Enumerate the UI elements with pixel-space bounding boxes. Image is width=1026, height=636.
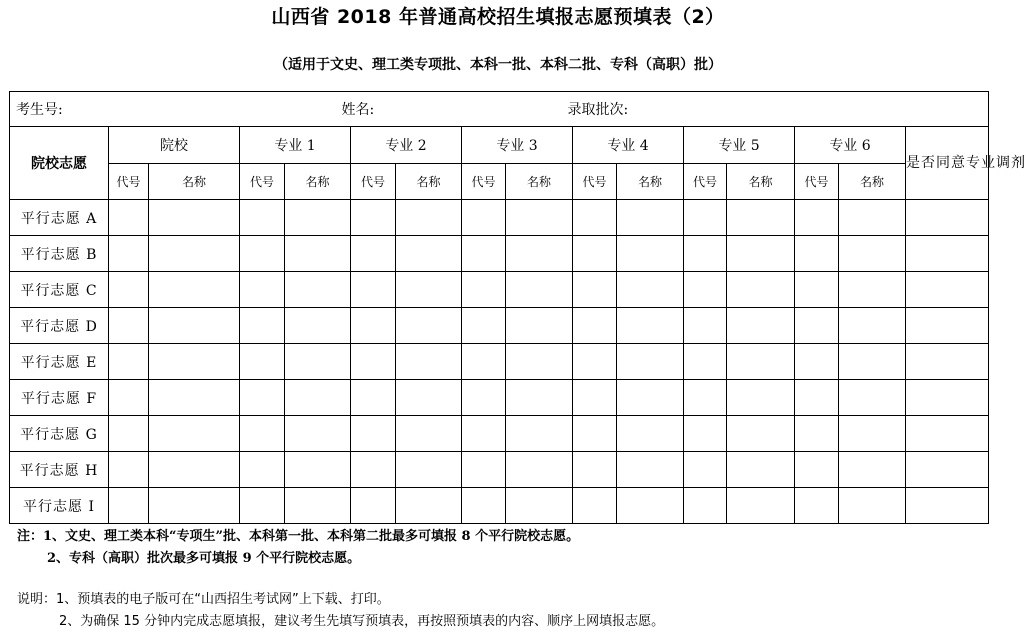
name-cell[interactable] (396, 380, 462, 416)
name-cell[interactable] (506, 344, 573, 380)
code-cell[interactable] (351, 452, 396, 488)
name-cell[interactable] (617, 200, 684, 236)
note-line-2: 2、专科（高职）批次最多可填报 9 个平行院校志愿。 (47, 551, 361, 566)
name-cell[interactable] (149, 380, 240, 416)
preference-row-label: 平行志愿 I (10, 488, 109, 524)
name-cell[interactable] (149, 488, 240, 524)
code-cell[interactable] (462, 272, 506, 308)
name-cell[interactable] (149, 308, 240, 344)
name-cell[interactable] (506, 308, 573, 344)
code-cell[interactable] (109, 416, 149, 452)
code-subheader: 代号 (684, 164, 727, 200)
adjustment-cell[interactable] (906, 416, 989, 452)
name-cell[interactable] (617, 272, 684, 308)
document-title: 山西省 2018 年普通高校招生填报志愿预填表（2） (271, 6, 725, 28)
name-cell[interactable] (617, 308, 684, 344)
code-cell[interactable] (240, 488, 285, 524)
name-cell[interactable] (839, 380, 906, 416)
major-5-header: 专业 5 (684, 127, 795, 164)
code-subheader: 代号 (240, 164, 285, 200)
preference-row (10, 308, 989, 344)
name-cell[interactable] (396, 452, 462, 488)
name-cell[interactable] (396, 308, 462, 344)
adjustment-cell[interactable] (906, 272, 989, 308)
code-cell[interactable] (240, 344, 285, 380)
name-cell[interactable] (285, 344, 351, 380)
name-cell[interactable] (506, 416, 573, 452)
name-cell[interactable] (506, 236, 573, 272)
preference-row-label: 平行志愿 D (10, 308, 109, 344)
code-cell[interactable] (351, 272, 396, 308)
name-cell[interactable] (839, 344, 906, 380)
name-cell[interactable] (149, 272, 240, 308)
major-3-header: 专业 3 (462, 127, 573, 164)
name-cell[interactable] (396, 272, 462, 308)
code-cell[interactable] (462, 452, 506, 488)
name-cell[interactable] (727, 488, 795, 524)
name-cell[interactable] (839, 236, 906, 272)
code-cell[interactable] (795, 416, 839, 452)
code-cell[interactable] (573, 200, 617, 236)
name-subheader: 名称 (506, 164, 573, 200)
school-header: 院校 (109, 127, 240, 164)
code-cell[interactable] (240, 272, 285, 308)
name-cell[interactable] (727, 236, 795, 272)
code-cell[interactable] (109, 488, 149, 524)
adjustment-cell[interactable] (906, 452, 989, 488)
explain-line-1: 说明：1、预填表的电子版可在“山西招生考试网”上下载、打印。 (17, 592, 390, 607)
name-cell[interactable] (285, 308, 351, 344)
code-cell[interactable] (684, 200, 727, 236)
code-cell[interactable] (573, 416, 617, 452)
code-cell[interactable] (795, 200, 839, 236)
preference-row-label: 平行志愿 F (10, 380, 109, 416)
name-cell[interactable] (396, 236, 462, 272)
name-subheader: 名称 (617, 164, 684, 200)
notes (17, 526, 579, 570)
code-cell[interactable] (573, 272, 617, 308)
name-cell[interactable] (839, 200, 906, 236)
admission-batch-label: 录取批次: (567, 101, 629, 118)
preference-row (10, 200, 989, 236)
code-cell[interactable] (351, 380, 396, 416)
name-cell[interactable] (839, 452, 906, 488)
document-subtitle: （适用于文史、理工类专项批、本科一批、本科二批、专科（高职）批） (274, 57, 722, 73)
code-cell[interactable] (795, 380, 839, 416)
code-cell[interactable] (684, 344, 727, 380)
code-cell[interactable] (684, 380, 727, 416)
name-subheader: 名称 (727, 164, 795, 200)
explain-line-2: 2、为确保 15 分钟内完成志愿填报，建议考生先填写预填表，再按照预填表的内容、顺序上网填报志愿。 (59, 614, 665, 629)
name-cell[interactable] (396, 416, 462, 452)
code-subheader: 代号 (573, 164, 617, 200)
code-cell[interactable] (240, 200, 285, 236)
code-cell[interactable] (240, 452, 285, 488)
name-cell[interactable] (839, 416, 906, 452)
preference-row-label: 平行志愿 C (10, 272, 109, 308)
code-cell[interactable] (462, 200, 506, 236)
explanation (17, 589, 664, 633)
adjustment-cell[interactable] (906, 308, 989, 344)
name-cell[interactable] (506, 452, 573, 488)
code-cell[interactable] (684, 272, 727, 308)
name-cell[interactable] (149, 416, 240, 452)
name-cell[interactable] (839, 308, 906, 344)
adjustment-cell[interactable] (906, 200, 989, 236)
name-cell[interactable] (839, 488, 906, 524)
name-cell[interactable] (149, 200, 240, 236)
name-cell[interactable] (506, 380, 573, 416)
code-cell[interactable] (795, 236, 839, 272)
preference-row (10, 380, 989, 416)
code-subheader: 代号 (795, 164, 839, 200)
preference-form-table (9, 91, 1026, 524)
name-cell[interactable] (617, 236, 684, 272)
code-subheader: 代号 (109, 164, 149, 200)
code-cell[interactable] (795, 344, 839, 380)
code-cell[interactable] (462, 380, 506, 416)
major-4-header: 专业 4 (573, 127, 684, 164)
code-cell[interactable] (573, 380, 617, 416)
code-cell[interactable] (351, 236, 396, 272)
name-cell[interactable] (506, 272, 573, 308)
name-cell[interactable] (839, 272, 906, 308)
code-cell[interactable] (240, 236, 285, 272)
name-cell[interactable] (727, 344, 795, 380)
code-cell[interactable] (795, 308, 839, 344)
code-cell[interactable] (573, 236, 617, 272)
preference-row-label: 平行志愿 A (10, 200, 109, 236)
name-cell[interactable] (149, 236, 240, 272)
name-cell[interactable] (617, 452, 684, 488)
name-cell[interactable] (396, 200, 462, 236)
header-row-2 (10, 164, 989, 200)
code-cell[interactable] (240, 416, 285, 452)
code-cell[interactable] (109, 308, 149, 344)
code-cell[interactable] (109, 272, 149, 308)
name-cell[interactable] (617, 416, 684, 452)
code-cell[interactable] (109, 380, 149, 416)
code-cell[interactable] (351, 488, 396, 524)
code-cell[interactable] (573, 308, 617, 344)
candidate-info-row (10, 92, 989, 127)
code-cell[interactable] (684, 488, 727, 524)
code-cell[interactable] (109, 200, 149, 236)
major-2-header: 专业 2 (351, 127, 462, 164)
name-cell[interactable] (149, 452, 240, 488)
code-cell[interactable] (684, 236, 727, 272)
name-cell[interactable] (149, 344, 240, 380)
preference-row-label: 平行志愿 H (10, 452, 109, 488)
preference-row (10, 236, 989, 272)
exam-number-label: 考生号: (16, 102, 63, 118)
preference-row (10, 272, 989, 308)
adjustment-cell[interactable] (906, 380, 989, 416)
name-cell[interactable] (617, 488, 684, 524)
code-cell[interactable] (109, 452, 149, 488)
code-cell[interactable] (109, 344, 149, 380)
preference-row-label: 平行志愿 G (10, 416, 109, 452)
header-row-1 (10, 127, 989, 164)
code-cell[interactable] (573, 488, 617, 524)
code-cell[interactable] (684, 308, 727, 344)
preference-row-label: 平行志愿 B (10, 236, 109, 272)
name-cell[interactable] (727, 200, 795, 236)
name-subheader: 名称 (396, 164, 462, 200)
row-label-header: 院校志愿 (10, 127, 109, 200)
code-cell[interactable] (240, 380, 285, 416)
note-line-1: 注：1、文史、理工类本科“专项生”批、本科第一批、本科第二批最多可填报 8 个平行院校志愿。 (17, 529, 580, 544)
name-cell[interactable] (285, 416, 351, 452)
code-cell[interactable] (684, 452, 727, 488)
name-cell[interactable] (727, 452, 795, 488)
code-cell[interactable] (462, 308, 506, 344)
name-cell[interactable] (285, 488, 351, 524)
code-cell[interactable] (351, 344, 396, 380)
candidate-name-label: 姓名: (341, 101, 375, 118)
name-cell[interactable] (617, 380, 684, 416)
code-subheader: 代号 (462, 164, 506, 200)
name-cell[interactable] (727, 308, 795, 344)
name-cell[interactable] (285, 452, 351, 488)
name-cell[interactable] (506, 488, 573, 524)
preference-row (10, 488, 989, 524)
code-cell[interactable] (795, 488, 839, 524)
preference-row (10, 452, 989, 488)
code-cell[interactable] (109, 236, 149, 272)
code-cell[interactable] (573, 452, 617, 488)
name-cell[interactable] (727, 416, 795, 452)
name-subheader: 名称 (839, 164, 906, 200)
major-1-header: 专业 1 (240, 127, 351, 164)
code-cell[interactable] (462, 344, 506, 380)
name-cell[interactable] (506, 200, 573, 236)
preference-row (10, 416, 989, 452)
preference-row-label: 平行志愿 E (10, 344, 109, 380)
preference-row (10, 344, 989, 380)
preference-rows (10, 200, 989, 524)
name-cell[interactable] (727, 272, 795, 308)
name-subheader: 名称 (149, 164, 240, 200)
code-cell[interactable] (351, 416, 396, 452)
code-cell[interactable] (462, 236, 506, 272)
code-cell[interactable] (462, 416, 506, 452)
code-cell[interactable] (351, 200, 396, 236)
name-cell[interactable] (727, 380, 795, 416)
major-6-header: 专业 6 (795, 127, 906, 164)
name-cell[interactable] (617, 344, 684, 380)
code-cell[interactable] (795, 452, 839, 488)
name-cell[interactable] (285, 236, 351, 272)
code-cell[interactable] (795, 272, 839, 308)
code-cell[interactable] (351, 308, 396, 344)
name-cell[interactable] (285, 272, 351, 308)
name-cell[interactable] (285, 380, 351, 416)
code-cell[interactable] (462, 488, 506, 524)
code-subheader: 代号 (351, 164, 396, 200)
code-cell[interactable] (684, 416, 727, 452)
name-cell[interactable] (396, 344, 462, 380)
code-cell[interactable] (573, 344, 617, 380)
adjustment-header: 是否同意专业调剂 (906, 127, 989, 200)
name-cell[interactable] (285, 200, 351, 236)
adjustment-cell[interactable] (906, 344, 989, 380)
name-cell[interactable] (396, 488, 462, 524)
name-subheader: 名称 (285, 164, 351, 200)
adjustment-cell[interactable] (906, 236, 989, 272)
adjustment-cell[interactable] (906, 488, 989, 524)
code-cell[interactable] (240, 308, 285, 344)
